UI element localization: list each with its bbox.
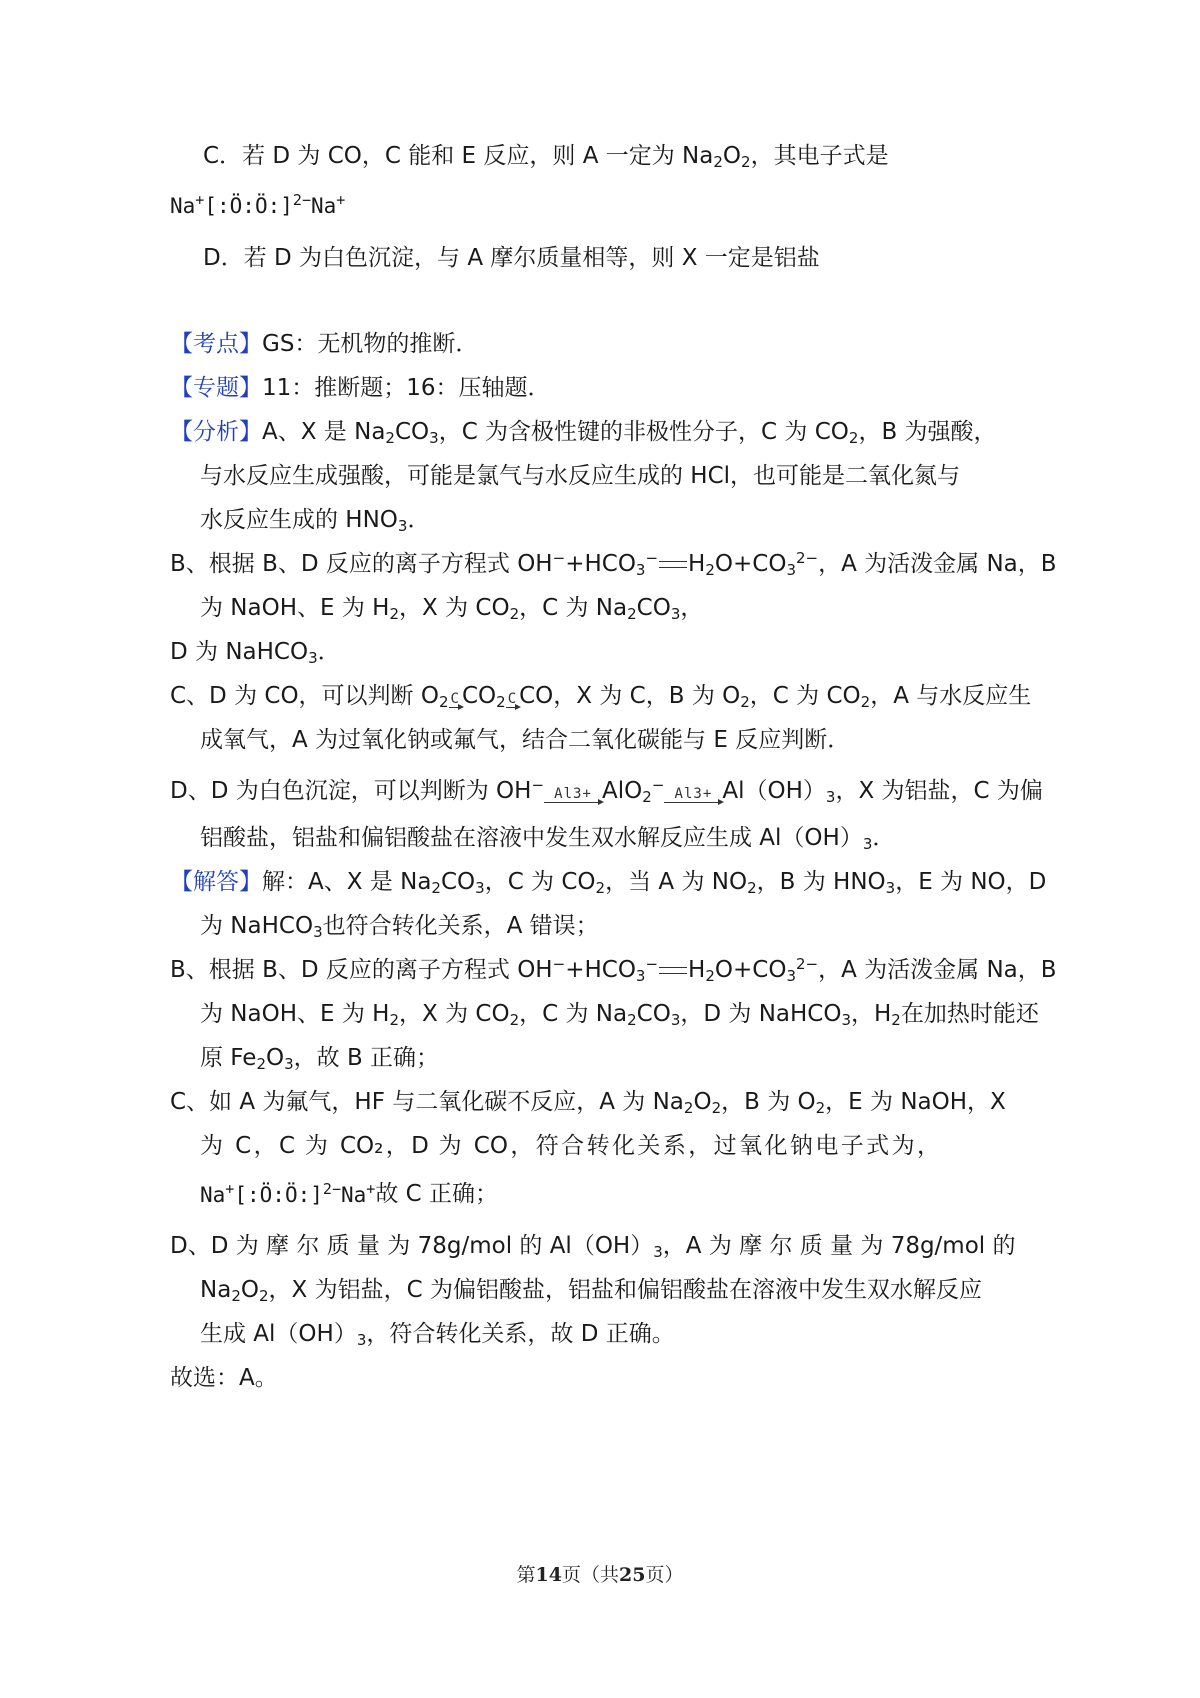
reaction-arrow: C bbox=[507, 691, 518, 707]
fenxi-d-line-2: 铝酸盐，铝盐和偏铝酸盐在溶液中发生双水解反应生成 $Al(OH)_3$． bbox=[200, 825, 896, 853]
electron-formula-na2o2: Na+[:Ö:Ö:]$^{2-}$Na+ bbox=[170, 191, 346, 218]
equals-sign bbox=[659, 967, 687, 974]
jieda-line-2: 为 NaHCO$_3$也符合转化关系，A 错误； bbox=[200, 913, 599, 941]
jieda-b-line-3: 原 $Fe_2O_3$，故 B 正确； bbox=[200, 1045, 440, 1073]
jieda-b-line-2: 为 NaOH、E 为 $H_2$，X 为 $CO_2$，C 为 $Na_2CO_3$，D 为 NaHCO$_3$，$H_2$在加热时能还 bbox=[200, 1001, 1039, 1029]
jieda-c-line-1: C、如 A 为氟气，HF 与二氧化碳不反应，A 为 $Na_2O_2$，B 为 $O_2$，E 为 NaOH，X bbox=[170, 1089, 1006, 1117]
jieda-line-1: 【解答】解：A、X 是 $Na_2CO_3$，C 为 $CO_2$，当 A 为 $NO_2$，B 为 $HNO_3$，E 为 NO，D bbox=[170, 869, 1047, 897]
equals-sign bbox=[659, 561, 687, 568]
fenxi-b-line-2: 为 NaOH、E 为 $H_2$，X 为 $CO_2$，C 为 $Na_2CO_3$， bbox=[200, 595, 704, 623]
jieda-d-line-2: $Na_2O_2$，X 为铝盐，C 为偏铝酸盐，铝盐和偏铝酸盐在溶液中发生双水解反应 bbox=[200, 1277, 982, 1305]
kaodian-tag: 【考点】 bbox=[170, 331, 262, 357]
fenxi-c-line-1: C、D 为 CO，可以判断 $O_2$ C $CO_2$ C CO，X 为 C，B 为 $O_2$，C 为 $CO_2$，A 与水反应生 bbox=[170, 683, 1032, 711]
total-pages: 25 bbox=[619, 1564, 646, 1586]
fenxi-d-line-1: D、D 为白色沉淀，可以判断为 OH− Al3+ AlO$_2$− Al3+ $Al(OH)_3$，X 为铝盐，C 为偏 bbox=[170, 776, 1043, 806]
fenxi-b-line-1: B、根据 B、D 反应的离子方程式 $OH^-+HCO_3^-$ $H_2O+CO_3^{2-}$，A 为活泼金属 Na，B bbox=[170, 549, 1057, 579]
fenxi-line-1: 【分析】A、X 是 $Na_2CO_3$，C 为含极性键的非极性分子，C 为 $CO_2$，B 为强酸， bbox=[170, 419, 997, 447]
jieda-c-line-3: Na+[:Ö:Ö:]$^{2-}$Na+故 C 正确； bbox=[200, 1178, 498, 1211]
kaodian-line: 【考点】GS：无机物的推断． bbox=[170, 331, 479, 357]
reaction-arrow: Al3+ bbox=[664, 787, 722, 803]
fenxi-tag: 【分析】 bbox=[170, 419, 262, 445]
fenxi-c-line-2: 成氧气，A 为过氧化钠或氟气，结合二氧化碳能与 E 反应判断． bbox=[200, 727, 851, 753]
reaction-arrow: Al3+ bbox=[544, 787, 602, 803]
jieda-tag: 【解答】 bbox=[170, 869, 262, 895]
electron-formula-na2o2: Na+[:Ö:Ö:]$^{2-}$Na+ bbox=[200, 1179, 376, 1207]
jieda-b-line-1: B、根据 B、D 反应的离子方程式 $OH^-+HCO_3^-$ $H_2O+CO_3^{2-}$，A 为活泼金属 Na，B bbox=[170, 955, 1057, 985]
reaction-arrow: C bbox=[450, 691, 460, 707]
zhuanti-tag: 【专题】 bbox=[170, 375, 262, 401]
answer-line: 故选：A。 bbox=[170, 1365, 278, 1391]
option-c: C．若 D 为 CO，C 能和 E 反应，则 A 一定为 $Na_2O_2$，其电子式是 bbox=[203, 143, 889, 171]
fenxi-line-2: 与水反应生成强酸，可能是氯气与水反应生成的 HCl，也可能是二氧化氮与 bbox=[200, 463, 961, 489]
fenxi-b-line-3: D 为 NaHCO$_3$． bbox=[170, 639, 341, 667]
jieda-c-line-2: 为 C，C 为 CO₂，D 为 CO，符合转化关系，过氧化钠电子式为， bbox=[200, 1133, 940, 1159]
fenxi-line-3: 水反应生成的 $HNO_3$． bbox=[200, 507, 431, 535]
zhuanti-line: 【专题】11：推断题；16：压轴题． bbox=[170, 375, 551, 401]
page-footer: 第14页（共25页） bbox=[516, 1564, 684, 1586]
jieda-d-line-3: 生成 $Al(OH)_3$，符合转化关系，故 D 正确。 bbox=[200, 1321, 675, 1349]
jieda-d-line-1: D、D 为 摩 尔 质 量 为 78g/mol 的 $Al(OH)_3$，A 为 摩 尔 质 量 为 78g/mol 的 bbox=[170, 1233, 1016, 1261]
option-d: D．若 D 为白色沉淀，与 A 摩尔质量相等，则 X 一定是铝盐 bbox=[203, 245, 820, 271]
current-page: 14 bbox=[535, 1564, 562, 1586]
